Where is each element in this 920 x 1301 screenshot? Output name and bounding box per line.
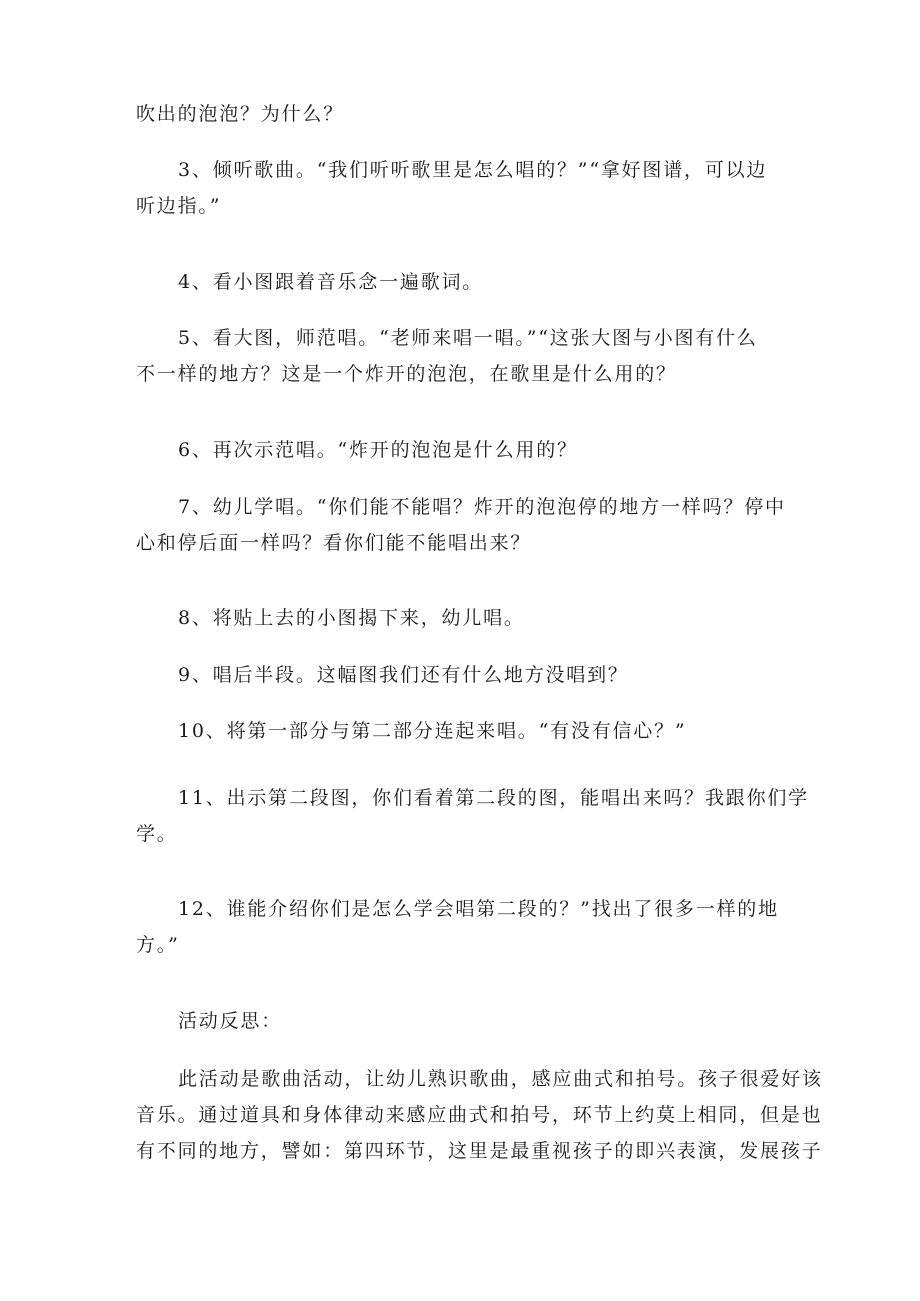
text-line: 吹出的泡泡？为什么？ [136, 103, 345, 125]
text-line: 12、谁能介绍你们是怎么学会唱第二段的？”找出了很多一样的地 [178, 898, 779, 920]
text-line: 3、倾听歌曲。“我们听听歌里是怎么唱的？”“拿好图谱，可以边 [178, 159, 768, 181]
text-line: 方。” [136, 934, 180, 956]
text-line: 此活动是歌曲活动，让幼儿熟识歌曲，感应曲式和拍号。孩子很爱好该 [178, 1068, 823, 1090]
paragraph-step-8 [136, 600, 796, 636]
paragraph-step-9 [136, 657, 796, 693]
text-line: 音乐。通过道具和身体律动来感应曲式和拍号，环节上约莫上相同，但是也 [136, 1104, 823, 1126]
text-line: 学。 [136, 823, 178, 845]
paragraph-reflection [136, 1061, 823, 1169]
text-line: 5、看大图，师范唱。“老师来唱一唱。”“这张大图与小图有什么 [178, 327, 758, 349]
text-line: 活动反思： [178, 1010, 283, 1032]
text-line: 听边指。” [136, 195, 222, 217]
paragraph-step-7 [136, 489, 796, 561]
paragraph-step-4 [136, 264, 796, 300]
text-line: 有不同的地方，譬如：第四环节，这里是最重视孩子的即兴表演，发展孩子 [136, 1140, 823, 1162]
paragraph-step-10 [136, 713, 796, 749]
paragraph-step-12 [136, 891, 796, 963]
text-line: 7、幼儿学唱。“你们能不能唱？炸开的泡泡停的地方一样吗？停中 [178, 496, 786, 518]
section-heading-reflection [136, 1003, 796, 1039]
text-line: 6、再次示范唱。“炸开的泡泡是什么用的？ [178, 439, 578, 461]
paragraph-continuation [136, 96, 796, 132]
paragraph-step-6 [136, 432, 796, 468]
text-line: 10、将第一部分与第二部分连起来唱。“有没有信心？” [178, 720, 687, 742]
text-line: 心和停后面一样吗？看你们能不能唱出来？ [136, 532, 532, 554]
text-line: 8、将贴上去的小图揭下来，幼儿唱。 [178, 607, 525, 629]
paragraph-step-5 [136, 320, 796, 392]
text-line: 11、出示第二段图，你们看着第二段的图，能唱出来吗？我跟你们学 [178, 787, 809, 809]
text-line: 不一样的地方？这是一个炸开的泡泡，在歌里是什么用的？ [136, 363, 677, 385]
paragraph-step-11 [136, 780, 809, 852]
text-line: 4、看小图跟着音乐念一遍歌词。 [178, 271, 484, 293]
paragraph-step-3 [136, 152, 796, 224]
text-line: 9、唱后半段。这幅图我们还有什么地方没唱到？ [178, 664, 629, 686]
